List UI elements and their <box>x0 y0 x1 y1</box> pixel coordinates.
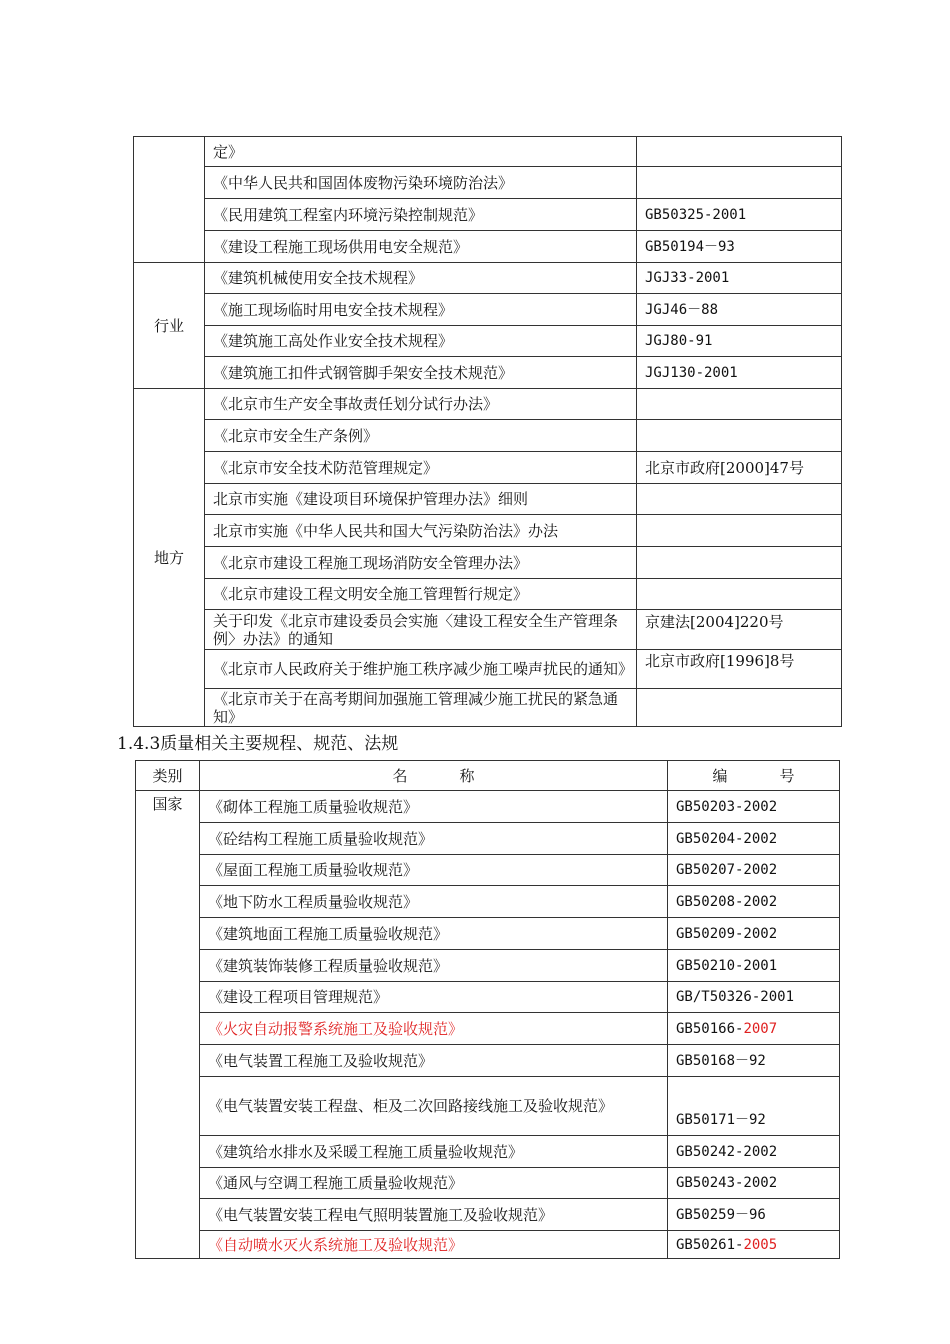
category-cell: 地方 <box>134 389 205 727</box>
regulation-name: 《北京市安全生产条例》 <box>205 420 637 452</box>
regulation-code: JGJ130-2001 <box>637 357 842 389</box>
regulation-name: 《砌体工程施工质量验收规范》 <box>200 791 668 823</box>
regulation-code <box>637 167 842 199</box>
table-row <box>136 1199 840 1231</box>
regulation-code: GB50242-2002 <box>668 1136 840 1168</box>
regulation-code <box>637 484 842 515</box>
regulation-name: 《电气装置安装工程盘、柜及二次回路接线施工及验收规范》 <box>200 1077 668 1136</box>
category-cell: 国家 <box>136 791 200 1259</box>
regulation-code <box>637 689 842 727</box>
regulation-name: 关于印发《北京市建设委员会实施〈建设工程安全生产管理条例〉办法》的通知 <box>205 610 637 650</box>
regulation-name: 《建筑装饰装修工程质量验收规范》 <box>200 950 668 982</box>
regulation-name: 《砼结构工程施工质量验收规范》 <box>200 823 668 855</box>
regulation-name: 《北京市建设工程施工现场消防安全管理办法》 <box>205 547 637 579</box>
regulation-code: JGJ80-91 <box>637 326 842 357</box>
regulation-code: GB50243-2002 <box>668 1168 840 1199</box>
regulation-code <box>637 137 842 167</box>
regulation-code: GB/T50326-2001 <box>668 982 840 1013</box>
table-row <box>136 918 840 950</box>
table-row <box>136 982 840 1013</box>
regulation-code: GB50210-2001 <box>668 950 840 982</box>
table-row <box>136 1136 840 1168</box>
regulation-code: GB50204-2002 <box>668 823 840 855</box>
table-row <box>136 791 840 823</box>
regulation-code: JGJ33-2001 <box>637 263 842 294</box>
table-row <box>136 950 840 982</box>
regulation-name: 《电气装置安装工程电气照明装置施工及验收规范》 <box>200 1199 668 1231</box>
category-cell: 行业 <box>134 263 205 389</box>
regulation-name: 《建筑施工高处作业安全技术规程》 <box>205 326 637 357</box>
regulation-code: 北京市政府[2000]47号 <box>637 452 842 484</box>
regulation-name: 《北京市关于在高考期间加强施工管理减少施工扰民的紧急通知》 <box>205 689 637 727</box>
regulation-code: GB50259－96 <box>668 1199 840 1231</box>
regulation-code: GB50325-2001 <box>637 199 842 231</box>
regulation-code <box>637 420 842 452</box>
regulation-code: GB50208-2002 <box>668 886 840 918</box>
regulation-name: 《屋面工程施工质量验收规范》 <box>200 855 668 886</box>
regulation-name: 《建筑施工扣件式钢管脚手架安全技术规范》 <box>205 357 637 389</box>
quality-regulations-table <box>135 760 840 1259</box>
regulation-name: 《电气装置工程施工及验收规范》 <box>200 1045 668 1077</box>
table-row <box>136 1231 840 1259</box>
regulation-name: 《自动喷水灭火系统施工及验收规范》 <box>200 1231 668 1259</box>
regulation-name: 《建筑地面工程施工质量验收规范》 <box>200 918 668 950</box>
regulation-name: 北京市实施《建设项目环境保护管理办法》细则 <box>205 484 637 515</box>
regulation-name: 《北京市建设工程文明安全施工管理暂行规定》 <box>205 579 637 610</box>
regulation-code: JGJ46－88 <box>637 294 842 326</box>
regulation-code: 北京市政府[1996]8号 <box>637 650 842 689</box>
table-row <box>136 1077 840 1136</box>
table-row <box>136 855 840 886</box>
table-row <box>136 823 840 855</box>
regulation-code <box>637 579 842 610</box>
regulation-name: 北京市实施《中华人民共和国大气污染防治法》办法 <box>205 515 637 547</box>
regulation-name: 定》 <box>205 137 637 167</box>
table-row <box>136 1013 840 1045</box>
regulation-name: 《建筑机械使用安全技术规程》 <box>205 263 637 294</box>
regulation-name: 《建筑给水排水及采暖工程施工质量验收规范》 <box>200 1136 668 1168</box>
regulation-name: 《民用建筑工程室内环境污染控制规范》 <box>205 199 637 231</box>
table-row <box>136 1045 840 1077</box>
regulation-code: 京建法[2004]220号 <box>637 610 842 650</box>
section-heading: 1.4.3质量相关主要规程、规范、法规 <box>117 734 399 754</box>
regulation-name: 《火灾自动报警系统施工及验收规范》 <box>200 1013 668 1045</box>
regulation-code: GB50261-2005 <box>668 1231 840 1259</box>
regulation-name: 《北京市安全技术防范管理规定》 <box>205 452 637 484</box>
regulation-code: GB50168－92 <box>668 1045 840 1077</box>
header-name: 名 称 <box>200 761 668 791</box>
table-row <box>136 1168 840 1199</box>
regulation-name: 《建设工程项目管理规范》 <box>200 982 668 1013</box>
regulation-code: GB50203-2002 <box>668 791 840 823</box>
regulation-name: 《施工现场临时用电安全技术规程》 <box>205 294 637 326</box>
header-category: 类别 <box>136 761 200 791</box>
safety-regulations-table <box>133 136 842 727</box>
regulation-name: 《建设工程施工现场供用电安全规范》 <box>205 231 637 263</box>
regulation-code <box>637 547 842 579</box>
regulation-code: GB50207-2002 <box>668 855 840 886</box>
regulation-code: GB50166-2007 <box>668 1013 840 1045</box>
table-row <box>136 886 840 918</box>
regulation-name: 《北京市人民政府关于维护施工秩序减少施工噪声扰民的通知》 <box>205 650 637 689</box>
regulation-code <box>637 515 842 547</box>
regulation-name: 《地下防水工程质量验收规范》 <box>200 886 668 918</box>
header-code: 编 号 <box>668 761 840 791</box>
category-cell <box>134 137 205 263</box>
regulation-code <box>637 389 842 420</box>
regulation-code: GB50209-2002 <box>668 918 840 950</box>
regulation-code: GB50194－93 <box>637 231 842 263</box>
regulation-name: 《北京市生产安全事故责任划分试行办法》 <box>205 389 637 420</box>
regulation-name: 《中华人民共和国固体废物污染环境防治法》 <box>205 167 637 199</box>
regulation-code: GB50171－92 <box>668 1077 840 1136</box>
regulation-name: 《通风与空调工程施工质量验收规范》 <box>200 1168 668 1199</box>
table-header-row <box>136 761 840 791</box>
